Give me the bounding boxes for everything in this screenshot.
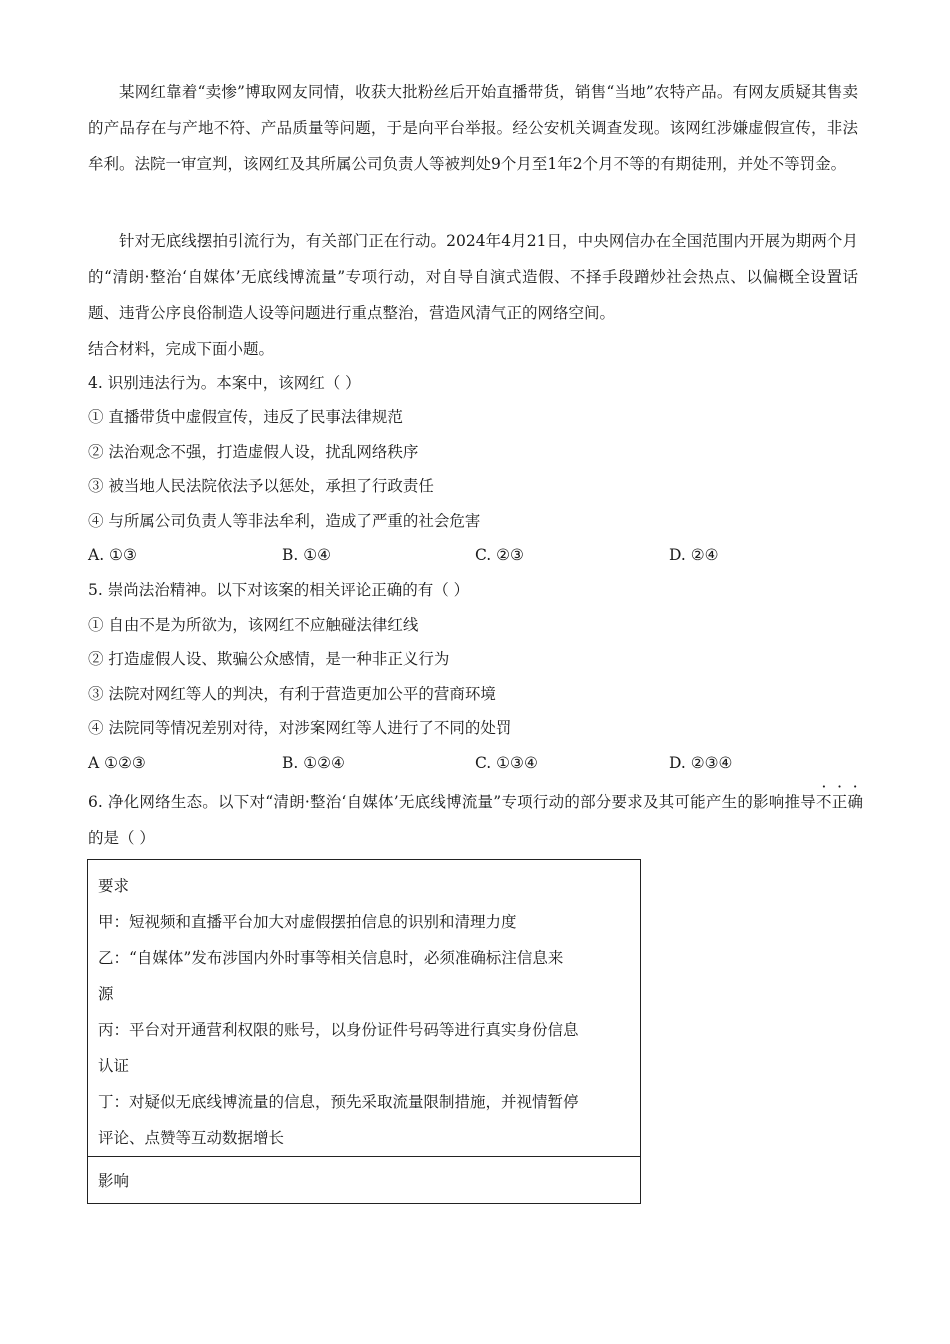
- q6-stem-part-b: 的是（ ）: [88, 829, 155, 847]
- requirement-row: 丙：平台对开通营利权限的账号，以身份证件号码等进行真实身份信息: [98, 1021, 579, 1039]
- requirement-row: 甲：短视频和直播平台加大对虚假摆拍信息的识别和清理力度: [98, 913, 517, 931]
- q4-stem: 4. 识别违法行为。本案中，该网红（ ）: [88, 374, 361, 392]
- q6-stem: [88, 784, 863, 856]
- q5-item-1: ① 自由不是为所欲为，该网红不应触碰法律红线: [88, 616, 419, 634]
- q6-emphasis-char: 正: [831, 793, 848, 811]
- q6-emphasis-char: 不: [816, 793, 832, 811]
- instruction-text: 结合材料，完成下面小题。: [88, 340, 275, 358]
- q4-option-b: B. ①④: [282, 546, 332, 564]
- q4-option-a: A. ①③: [88, 546, 137, 564]
- q5-item-4: ④ 法院同等情况差别对待，对涉案网红等人进行了不同的处罚: [88, 719, 512, 737]
- q5-option-a: A ①②③: [88, 754, 146, 772]
- q4-option-c: C. ②③: [475, 546, 524, 564]
- table-header-impact: 影响: [98, 1172, 130, 1190]
- requirements-table: [87, 859, 641, 1204]
- q4-option-d: D. ②④: [669, 546, 719, 564]
- material-paragraph-1: 某网红靠着“卖惨”博取网友同情，收获大批粉丝后开始直播带货，销售“当地”农特产品。有网友质疑其售卖的产品存在与产地不符、产品质量等问题，于是向平台举报。经公安机关调查发现。该网红涉嫌虚假宣传，非法牟利。法院一审宣判，该网红及其所属公司负责人等被判处9个月至1年2个月不等的有期徒刑，并处不等罚金。: [88, 83, 858, 173]
- q4-item-4: ④ 与所属公司负责人等非法牟利，造成了严重的社会危害: [88, 512, 481, 530]
- requirements-cell: [88, 860, 640, 1157]
- requirement-row: 源: [98, 985, 114, 1003]
- requirement-row: 丁：对疑似无底线博流量的信息，预先采取流量限制措施，并视情暂停: [98, 1093, 579, 1111]
- requirement-row: 乙：“自媒体”发布涉国内外时事等相关信息时，必须准确标注信息来: [98, 949, 564, 967]
- requirement-row: 评论、点赞等互动数据增长: [98, 1129, 285, 1147]
- q5-item-3: ③ 法院对网红等人的判决，有利于营造更加公平的营商环境: [88, 685, 496, 703]
- q6-emphasis-char: 确: [847, 793, 863, 811]
- q5-option-c: C. ①③④: [475, 754, 538, 772]
- q4-item-2: ② 法治观念不强，打造虚假人设，扰乱网络秩序: [88, 443, 419, 461]
- q4-item-3: ③ 被当地人民法院依法予以惩处，承担了行政责任: [88, 477, 434, 495]
- q5-option-b: B. ①②④: [282, 754, 345, 772]
- q5-item-2: ② 打造虚假人设、欺骗公众感情，是一种非正义行为: [88, 650, 450, 668]
- q4-item-1: ① 直播带货中虚假宣传，违反了民事法律规范: [88, 408, 403, 426]
- requirement-row: 认证: [98, 1057, 130, 1075]
- table-header-requirements: 要求: [98, 877, 130, 895]
- q5-option-d: D. ②③④: [669, 754, 733, 772]
- q5-stem: 5. 崇尚法治精神。以下对该案的相关评论正确的有（ ）: [88, 581, 470, 599]
- material-paragraph-2: 针对无底线摆拍引流行为，有关部门正在行动。2024年4月21日，中央网信办在全国范围内开展为期两个月的“清朗·整治‘自媒体’无底线博流量”专项行动，对自导自演式造假、不择手段蹭炒社会热点、以偏概全设置话题、违背公序良俗制造人设等问题进行重点整治，营造风清气正的网络空间。: [88, 232, 858, 322]
- q6-stem-part-a: 6. 净化网络生态。以下对“清朗·整治‘自媒体’无底线博流量”专项行动的部分要求及其可能产生的影响推导: [88, 793, 816, 811]
